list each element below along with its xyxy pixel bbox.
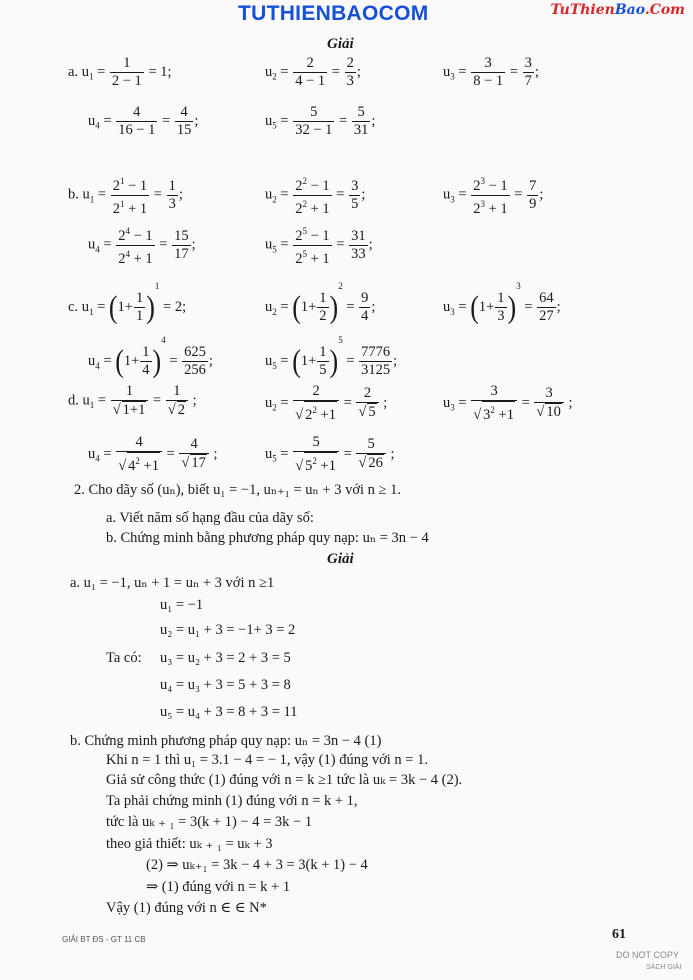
- fraction: [349, 178, 360, 213]
- numerator: 4: [133, 104, 141, 120]
- fraction: [345, 55, 356, 90]
- denominator: 4 − 1: [295, 73, 326, 89]
- numerator: 5: [310, 104, 318, 120]
- eq-d-u4: $u_4$ = $\frac{4}{√ 4^2 +1}$ = $\frac{4}{√ 17}$ ;: [88, 434, 218, 474]
- sol-a-line4: u₄ = u₃ + 3 = 5 + 3 = 8: [160, 677, 291, 693]
- fraction: [293, 104, 334, 139]
- fraction: [352, 104, 371, 139]
- eq-b-u2: $u_2$ = $\frac{2^2 - 1}{2^2 + 1}$ = $\frac{3}{5}$ ;: [265, 173, 365, 218]
- watermark-brand: SÁCH GIẢI: [646, 964, 682, 971]
- logo-part: Bao: [614, 2, 645, 18]
- numerator: 5: [357, 104, 365, 120]
- denominator: 8 − 1: [473, 73, 504, 89]
- proof-line-5: theo giả thiết: uₖ ₊ ₁ = uₖ + 3: [106, 836, 273, 852]
- denominator: 17: [174, 245, 189, 262]
- eq-a-u5: $u_5$ = $\frac{5}{32 - 1}$ = $\frac{5}{31}$ ;: [265, 104, 376, 138]
- punct: ;: [368, 236, 373, 253]
- fraction: [359, 290, 370, 325]
- eq-c-u5: $u_5 = (1+$ $\frac{1}{5}$ )$^5$ = $\frac{7776}{3125}$ ;: [265, 335, 398, 379]
- fraction: [116, 104, 157, 139]
- numerator: 3: [484, 55, 492, 71]
- punct: ;: [539, 186, 544, 203]
- solution-title-2: Giải: [327, 551, 354, 567]
- fraction: [359, 344, 392, 379]
- logo-part: .Com: [644, 2, 685, 18]
- numerator: 9: [361, 290, 369, 307]
- site-header: TUTHIENBAOCOM: [238, 2, 429, 25]
- numerator: 2: [346, 55, 354, 71]
- proof-line-3: Ta phải chứng minh (1) đúng với n = k + 1,: [106, 793, 358, 809]
- numerator: 625: [184, 344, 206, 361]
- proof-line-6: (2) ⇒ uₖ₊₁ = 3k − 4 + 3 = 3(k + 1) − 4: [146, 857, 368, 873]
- solution-title: Giải: [327, 36, 354, 52]
- denominator: 256: [184, 362, 206, 379]
- logo-part: TuThien: [550, 2, 615, 18]
- numerator: 7776: [361, 344, 391, 361]
- punct: ;: [393, 353, 398, 369]
- proof-line-1: Khi n = 1 thì u₁ = 3.1 − 4 = − 1, vậy (1) đúng với n = 1.: [106, 752, 428, 768]
- fraction: [527, 178, 538, 213]
- numerator: 64: [539, 290, 554, 307]
- fraction: [167, 178, 178, 213]
- fraction: [175, 104, 194, 139]
- problem-part-b: b. Chứng minh bằng phương pháp quy nạp: uₙ = 3n − 4: [106, 530, 429, 546]
- numerator: 15: [174, 227, 189, 244]
- eq-d-u3: $u_3$ = $\frac{3}{√ 3^2 +1}$ = $\frac{3}{√ 10}$ ;: [443, 383, 573, 423]
- page-number: 61: [612, 927, 626, 942]
- sol-b-intro: b. Chứng minh phương pháp quy nạp: uₙ = 3n − 4 (1): [70, 733, 382, 749]
- punct: ;: [371, 299, 376, 315]
- denominator: 7: [524, 73, 532, 89]
- punct: ;: [191, 236, 196, 253]
- eq-a-u4: $u_4$ = $\frac{4}{16 - 1}$ = $\frac{4}{15}$ ;: [88, 104, 199, 138]
- eq-d-u2: $u_2$ = $\frac{2}{√ 2^2 +1}$ = $\frac{2}{√ 5}$ ;: [265, 383, 388, 423]
- eq-d-u5: $u_5$ = $\frac{5}{√ 5^2 +1}$ = $\frac{5}{√ 26}$ ;: [265, 434, 395, 474]
- result: = 1;: [148, 63, 172, 80]
- eq-b-u3: $u_3$ = $\frac{2^3 - 1}{2^3 + 1}$ = $\frac{7}{9}$ ;: [443, 173, 543, 218]
- denominator: 3: [168, 195, 176, 212]
- sol-a-intro: a. u₁ = −1, uₙ + 1 = uₙ + 3 với n ≥1: [70, 575, 275, 591]
- eq-c-u4: $u_4 = (1+$ $\frac{1}{4}$ )$^4$ = $\frac{625}{256}$ ;: [88, 335, 213, 379]
- punct: ;: [208, 353, 213, 369]
- sol-a-line2: u₂ = u₁ + 3 = −1+ 3 = 2: [160, 622, 296, 638]
- eq-b-u5: $u_5$ = $\frac{2^5 - 1}{2^5 + 1}$ = $\frac{31}{33}$ ;: [265, 223, 373, 268]
- denominator: 5: [351, 195, 359, 212]
- fraction: $\frac{2^2 - 1}{2^2 + 1}$: [295, 176, 330, 217]
- numerator: 31: [351, 227, 366, 244]
- fraction: [523, 55, 534, 90]
- punct: ;: [194, 112, 199, 129]
- problem-part-a: a. Viết năm số hạng đầu của dãy số:: [106, 510, 314, 526]
- eq-c-u2: $u_2 = (1+$ $\frac{1}{2}$ )$^2$ = $\frac{9}{4}$ ;: [265, 281, 376, 325]
- proof-line-2: Giả sử công thức (1) đúng với n = k ≥1 tức là uₖ = 3k − 4 (2).: [106, 772, 463, 788]
- numerator: 2: [306, 55, 314, 71]
- numerator: 1: [168, 177, 176, 194]
- punct: ;: [178, 186, 183, 203]
- punct: ;: [534, 63, 539, 80]
- eq-d-u1: d. $u_1$ = $\frac{1}{√ 1+1}$ = $\frac{1}{√ 2}$ ;: [68, 383, 197, 418]
- proof-line-4: tức là uₖ ₊ ₁ = 3(k + 1) − 4 = 3k − 1: [106, 814, 313, 830]
- part-label: c.: [68, 299, 79, 315]
- eq-b-u1: b. $u_1$ = $\frac{2^1 - 1}{2^1 + 1}$ = $\frac{1}{3}$ ;: [68, 173, 183, 218]
- punct: ;: [361, 186, 366, 203]
- sol-a-line5: u₅ = u₄ + 3 = 8 + 3 = 11: [160, 704, 298, 720]
- fraction: [182, 344, 208, 379]
- sol-a-taco: Ta có:: [106, 650, 142, 666]
- denominator: 4: [361, 308, 369, 325]
- problem-statement: 2. Cho dãy số (uₙ), biết u₁ = −1, uₙ₊₁ = uₙ + 3 với n ≥ 1.: [74, 482, 401, 498]
- denominator: 16 − 1: [118, 122, 156, 138]
- fraction: [471, 55, 505, 90]
- eq-a-u2: $u_2$ = $\frac{2}{4 - 1}$ = $\frac{2}{3}$ ;: [265, 55, 361, 89]
- denominator: 31: [353, 122, 369, 138]
- denominator: 9: [529, 195, 537, 212]
- proof-line-7: ⇒ (1) đúng với n = k + 1: [146, 879, 291, 895]
- eq-a-u3: $u_3$ = $\frac{3}{8 - 1}$ = $\frac{3}{7}$ ;: [443, 55, 539, 89]
- sol-a-line3: u₃ = u₂ + 3 = 2 + 3 = 5: [160, 650, 291, 666]
- fraction: $\frac{2^4 - 1}{2^4 + 1}$: [118, 226, 153, 267]
- fraction: [293, 55, 327, 90]
- numerator: 3: [524, 55, 532, 71]
- fraction: [349, 228, 368, 263]
- fraction: [172, 228, 191, 263]
- eq-a-u1: a. $u_1$ = $\frac{1}{2 - 1}$ = 1;: [68, 55, 172, 89]
- eq-c-u1: c. $u_1 = (1+$ $\frac{1}{1}$ )$^1$ = 2;: [68, 281, 187, 325]
- part-label: d.: [68, 392, 79, 409]
- part-label: b.: [68, 186, 79, 203]
- fraction: $\frac{2^3 - 1}{2^3 + 1}$: [473, 176, 508, 217]
- denominator: 3: [346, 73, 354, 89]
- punct: ;: [356, 63, 361, 80]
- watermark: DO NOT COPY: [616, 950, 679, 960]
- sol-a-line1: u₁ = −1: [160, 597, 204, 613]
- proof-conclusion: Vậy (1) đúng với n ∈ ∈ N*: [106, 900, 267, 916]
- denominator: 33: [351, 245, 366, 262]
- denominator: 3125: [361, 362, 391, 379]
- fraction: $\frac{2^5 - 1}{2^5 + 1}$: [295, 226, 330, 267]
- eq-c-u3: $u_3 = (1+$ $\frac{1}{3}$ )$^3$ = $\frac{64}{27}$ ;: [443, 281, 561, 325]
- denominator: 27: [539, 308, 554, 325]
- punct: ;: [556, 299, 561, 315]
- numerator: 4: [180, 104, 188, 120]
- denominator: 15: [176, 122, 192, 138]
- site-logo: [551, 2, 685, 18]
- denominator: 32 − 1: [295, 122, 333, 138]
- punct: ;: [371, 112, 376, 129]
- numerator: 7: [529, 177, 537, 194]
- result: = 2;: [163, 299, 187, 315]
- numerator: 1: [123, 55, 131, 71]
- denominator: 2 − 1: [111, 73, 142, 89]
- fraction: $\frac{2^1 - 1}{2^1 + 1}$: [112, 176, 148, 217]
- eq-b-u4: $u_4$ = $\frac{2^4 - 1}{2^4 + 1}$ = $\frac{15}{17}$ ;: [88, 223, 196, 268]
- part-label: a.: [68, 63, 79, 80]
- fraction: [537, 290, 556, 325]
- footer-book-title: GIẢI BT ĐS - GT 11 CB: [62, 935, 146, 944]
- numerator: 3: [351, 177, 359, 194]
- fraction: [110, 55, 144, 90]
